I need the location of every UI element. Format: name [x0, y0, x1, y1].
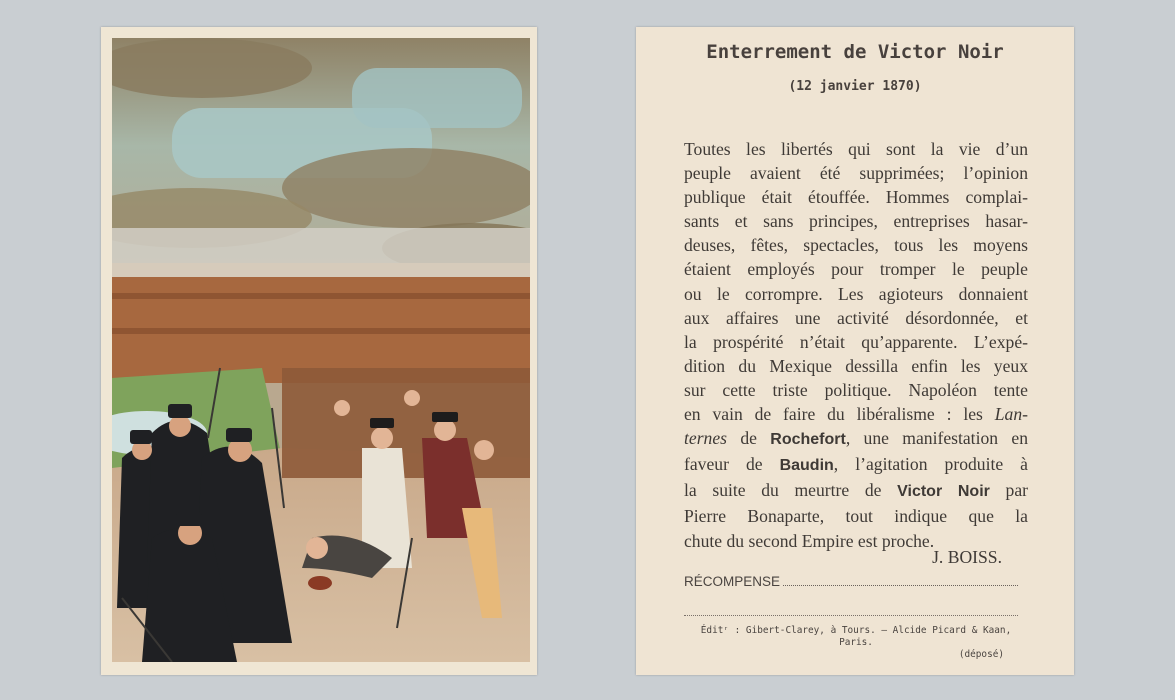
body-line: peuple avaient été supprimées; l’opinion	[684, 163, 1028, 184]
body-line	[684, 402, 1028, 426]
body-line: la prospérité n’était qu’apparente. L’expé-	[684, 331, 1028, 352]
card-date: (12 janvier 1870)	[788, 79, 922, 94]
publisher-imprint	[684, 625, 1028, 661]
publisher-line: Éditʳ : Gibert-Clarey, à Tours. — Alcide Picard & Kaan, Paris.	[700, 625, 1012, 648]
rochefort-bold: Rochefort	[770, 431, 846, 449]
body-line-text: , une manifestation en	[845, 428, 1028, 449]
lanternes-italic-a: Lan-	[994, 404, 1028, 425]
body-line-text: de	[727, 428, 771, 449]
body-line	[684, 452, 1028, 478]
signature: J. BOISS.	[932, 547, 1002, 567]
body-line: ou le corrompre. Les agioteurs donnaient	[684, 283, 1028, 304]
body-line	[684, 478, 1028, 504]
illustration-card	[101, 27, 537, 675]
body-line: Pierre Bonaparte, tout indique que la	[684, 506, 1028, 527]
body-line: sur cette triste politique. Napoléon tente	[684, 379, 1028, 400]
baudin-bold: Baudin	[779, 457, 834, 475]
crowd-scene-illustration	[112, 38, 530, 662]
illustration-svg	[112, 38, 530, 662]
recompense-dotted-line	[783, 575, 1018, 586]
body-line-text: faveur de	[684, 454, 780, 475]
body-line: Toutes les libertés qui sont la vie d’un	[684, 139, 1028, 159]
body-line-text: , l’agitation produite à	[833, 454, 1028, 475]
body-line: dition du Mexique dessilla enfin les yeux	[684, 355, 1028, 376]
body-line: sants et sans principes, entreprises hasar-	[684, 211, 1028, 232]
distant-crowd	[112, 263, 530, 383]
dotted-divider	[684, 615, 1018, 616]
body-line-text: la suite du meurtre de	[684, 480, 898, 501]
recompense-label: RÉCOMPENSE	[684, 574, 781, 589]
body-line: publique était étouffée. Hommes complai-	[684, 187, 1028, 208]
lanternes-italic-b: ternes	[684, 428, 727, 449]
body-line: chute du second Empire est proche.	[684, 530, 935, 551]
victor-noir-bold: Victor Noir	[897, 483, 990, 501]
body-line-text: en vain de faire du libéralisme : les	[684, 404, 983, 425]
body-line: aux affaires une activité désordonnée, et	[684, 307, 1028, 328]
text-card	[636, 27, 1074, 675]
body-paragraph	[684, 137, 1028, 553]
depose-note: (déposé)	[958, 649, 1004, 660]
recompense-field	[684, 574, 1018, 589]
body-line: étaient employés pour tromper le peuple	[684, 259, 1028, 280]
card-title: Enterrement de Victor Noir	[706, 41, 1004, 63]
body-line-text: par	[989, 480, 1028, 501]
body-line	[684, 426, 1028, 452]
body-line: deuses, fêtes, spectacles, tous les moyens	[684, 235, 1028, 256]
